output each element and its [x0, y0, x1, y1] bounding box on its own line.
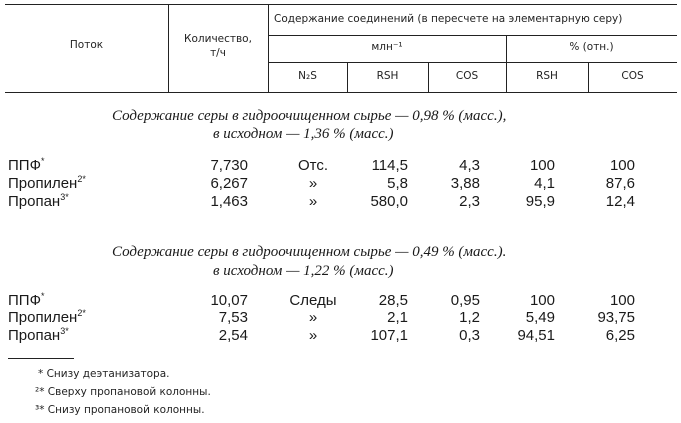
header-cos-pct: COS — [621, 70, 644, 82]
header-cos-ppm: COS — [455, 70, 479, 82]
cos-pct-value: 100 — [609, 292, 635, 309]
section-2-caption-line2: в исходном — 1,22 % (масс.) — [213, 263, 394, 279]
footnote-1: * Снизу деэтанизатора. — [38, 368, 170, 380]
cos-pct-value: 6,25 — [605, 327, 635, 344]
n2s-value: Следы — [289, 292, 337, 309]
rsh-ppm-value: 107,1 — [370, 327, 408, 344]
cos-ppm-value: 3,88 — [450, 175, 480, 192]
stream-name: ППФ* — [8, 156, 45, 174]
n2s-value: » — [308, 193, 318, 210]
header-ppm: млн⁻¹ — [371, 41, 403, 53]
n2s-value: Отс. — [297, 157, 329, 174]
stream-name: Пропилен$^{2*}$ — [8, 308, 86, 326]
n2s-value: » — [308, 327, 318, 344]
footnote-2: ²* Сверху пропановой колонны. — [35, 386, 211, 398]
header-percent: % (отн.) — [569, 41, 614, 53]
header-n2s: N₂S — [298, 70, 317, 82]
rsh-ppm-value: 28,5 — [378, 292, 408, 309]
cos-pct-value: 100 — [609, 157, 635, 174]
header-stream: Поток — [69, 39, 104, 51]
cos-ppm-value: 0,3 — [459, 327, 480, 344]
stream-name: Пропилен$^{2*}$ — [8, 174, 86, 192]
stream-name: ППФ* — [8, 291, 45, 309]
cos-ppm-value: 4,3 — [459, 157, 480, 174]
header-quantity-line2: т/ч — [210, 47, 226, 59]
header-top-rule — [5, 4, 677, 5]
section-1-caption-line1: Содержание серы в гидроочищенном сырье — 0,98 % (масс.), — [112, 108, 507, 124]
rsh-ppm-value: 2,1 — [387, 309, 408, 326]
rsh-pct-value: 94,51 — [517, 327, 555, 344]
rsh-pct-value: 95,9 — [525, 193, 555, 210]
rsh-pct-value: 100 — [529, 292, 555, 309]
stream-name: Пропан$^{3*}$ — [8, 192, 69, 210]
header-rsh-ppm: RSH — [376, 70, 399, 82]
quantity-value: 10,07 — [210, 292, 248, 309]
stream-name: Пропан$^{3*}$ — [8, 326, 69, 344]
header-mid-rule — [268, 35, 677, 36]
cos-ppm-value: 2,3 — [459, 193, 480, 210]
section-2-caption-line1: Содержание серы в гидроочищенном сырье — 0,49 % (масс.). — [112, 244, 507, 260]
quantity-value: 7,730 — [210, 157, 248, 174]
header-quantity-line1: Количество, — [184, 33, 252, 45]
footnote-rule — [8, 358, 74, 359]
cos-pct-value: 87,6 — [605, 175, 635, 192]
quantity-value: 6,267 — [210, 175, 248, 192]
cos-ppm-value: 1,2 — [459, 309, 480, 326]
cos-pct-value: 12,4 — [605, 193, 635, 210]
quantity-value: 7,53 — [218, 309, 248, 326]
cos-ppm-value: 0,95 — [450, 292, 480, 309]
header-bottom-rule — [5, 92, 677, 93]
rsh-ppm-value: 114,5 — [371, 157, 408, 174]
header-rsh-pct: RSH — [536, 70, 558, 82]
rsh-pct-value: 5,49 — [525, 309, 555, 326]
footnote-3: ³* Снизу пропановой колонны. — [35, 404, 205, 416]
rsh-pct-value: 4,1 — [534, 175, 555, 192]
rsh-pct-value: 100 — [529, 157, 555, 174]
quantity-value: 1,463 — [210, 193, 248, 210]
n2s-value: » — [308, 175, 318, 192]
header-content: Содержание соединений (в пересчете на элементарную серу) — [274, 13, 623, 25]
rsh-ppm-value: 5,8 — [387, 175, 408, 192]
rsh-ppm-value: 580,0 — [370, 193, 408, 210]
section-1-caption-line2: в исходном — 1,36 % (масс.) — [213, 126, 394, 142]
header-sub-rule — [268, 62, 677, 63]
quantity-value: 2,54 — [218, 327, 248, 344]
cos-pct-value: 93,75 — [597, 309, 635, 326]
n2s-value: » — [308, 309, 318, 326]
